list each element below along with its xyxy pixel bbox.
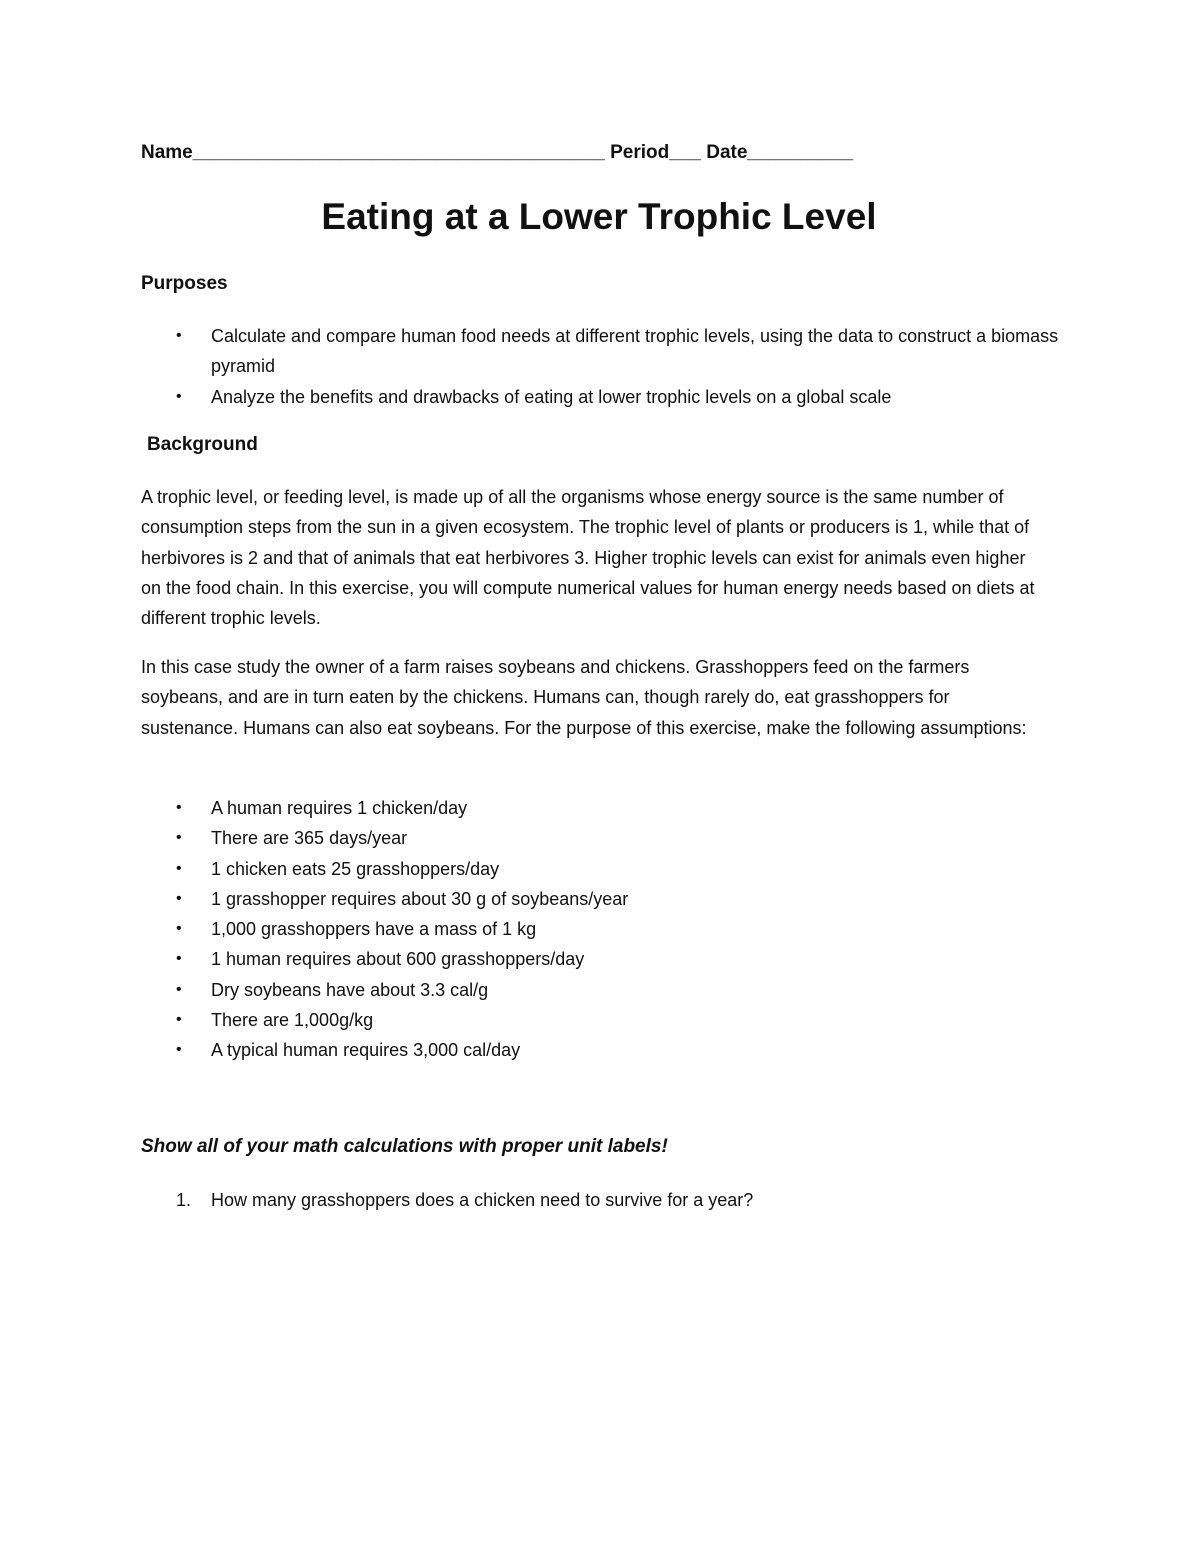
bullet-icon: •: [176, 859, 182, 877]
list-item: [141, 823, 628, 853]
instruction-text: Show all of your math calculations with proper unit labels!: [141, 1136, 668, 1157]
bullet-icon: •: [176, 950, 182, 968]
list-item: [141, 321, 1061, 382]
assumption-text: 1,000 grasshoppers have a mass of 1 kg: [211, 919, 537, 940]
assumption-text: There are 365 days/year: [211, 828, 408, 849]
list-item: [141, 854, 628, 884]
assumption-text: There are 1,000g/kg: [211, 1010, 374, 1031]
assumption-text: 1 chicken eats 25 grasshoppers/day: [211, 858, 500, 879]
background-heading: Background: [147, 434, 258, 455]
list-item: [141, 914, 628, 944]
list-item: [141, 975, 628, 1005]
list-item: [141, 1005, 628, 1035]
assumption-text: A typical human requires 3,000 cal/day: [211, 1040, 521, 1061]
bullet-icon: •: [176, 387, 182, 405]
background-paragraph-1: A trophic level, or feeding level, is made up of all the organisms whose energy source is the same number of consumption steps from the sun in a given ecosystem. The trophic level of plants or producers is 1, while that of herbivores is 2 and that of animals that eat herbivores 3. Higher trophic levels can exist for animals even higher on the food chain. In this exercise, you will compute numerical values for human energy needs based on diets at different trophic levels.: [141, 487, 1035, 629]
assumptions-list: [141, 793, 628, 1066]
question-item: [141, 1185, 753, 1215]
question-list: [141, 1185, 753, 1215]
question-text: How many grasshoppers does a chicken need to survive for a year?: [211, 1190, 754, 1210]
bullet-icon: •: [176, 1041, 182, 1059]
bullet-icon: •: [176, 889, 182, 907]
list-item: [141, 884, 628, 914]
bullet-icon: •: [176, 1011, 182, 1029]
bullet-icon: •: [176, 327, 182, 344]
bullet-icon: •: [176, 980, 182, 998]
bullet-icon: •: [176, 799, 182, 816]
bullet-icon: •: [176, 829, 182, 847]
list-item: [141, 793, 628, 823]
page-title: Eating at a Lower Trophic Level: [321, 196, 877, 237]
list-item: [141, 944, 628, 974]
name-period-date-line: Name_______________________________________ Period___ Date__________: [141, 142, 854, 163]
purpose-text: Calculate and compare human food needs at different trophic levels, using the data to construct a biomass pyramid: [211, 326, 1059, 377]
question-number: 1.: [176, 1190, 192, 1210]
list-item: [141, 382, 1061, 412]
purposes-heading: Purposes: [141, 273, 228, 294]
assumption-text: 1 human requires about 600 grasshoppers/day: [211, 949, 585, 970]
purposes-list: [141, 321, 1061, 412]
bullet-icon: •: [176, 920, 182, 938]
purpose-text: Analyze the benefits and drawbacks of eating at lower trophic levels on a global scale: [211, 386, 892, 407]
assumption-text: A human requires 1 chicken/day: [211, 798, 468, 818]
assumption-text: 1 grasshopper requires about 30 g of soybeans/year: [211, 888, 629, 909]
list-item: [141, 1035, 628, 1065]
background-paragraph-2: In this case study the owner of a farm raises soybeans and chickens. Grasshoppers feed on the farmers soybeans, and are in turn eaten by the chickens. Humans can, though rarely do, eat grasshoppers for sustenance. Humans can also eat soybeans. For the purpose of this exercise, make the following assumptions:: [141, 657, 1027, 738]
assumption-text: Dry soybeans have about 3.3 cal/g: [211, 979, 489, 1000]
